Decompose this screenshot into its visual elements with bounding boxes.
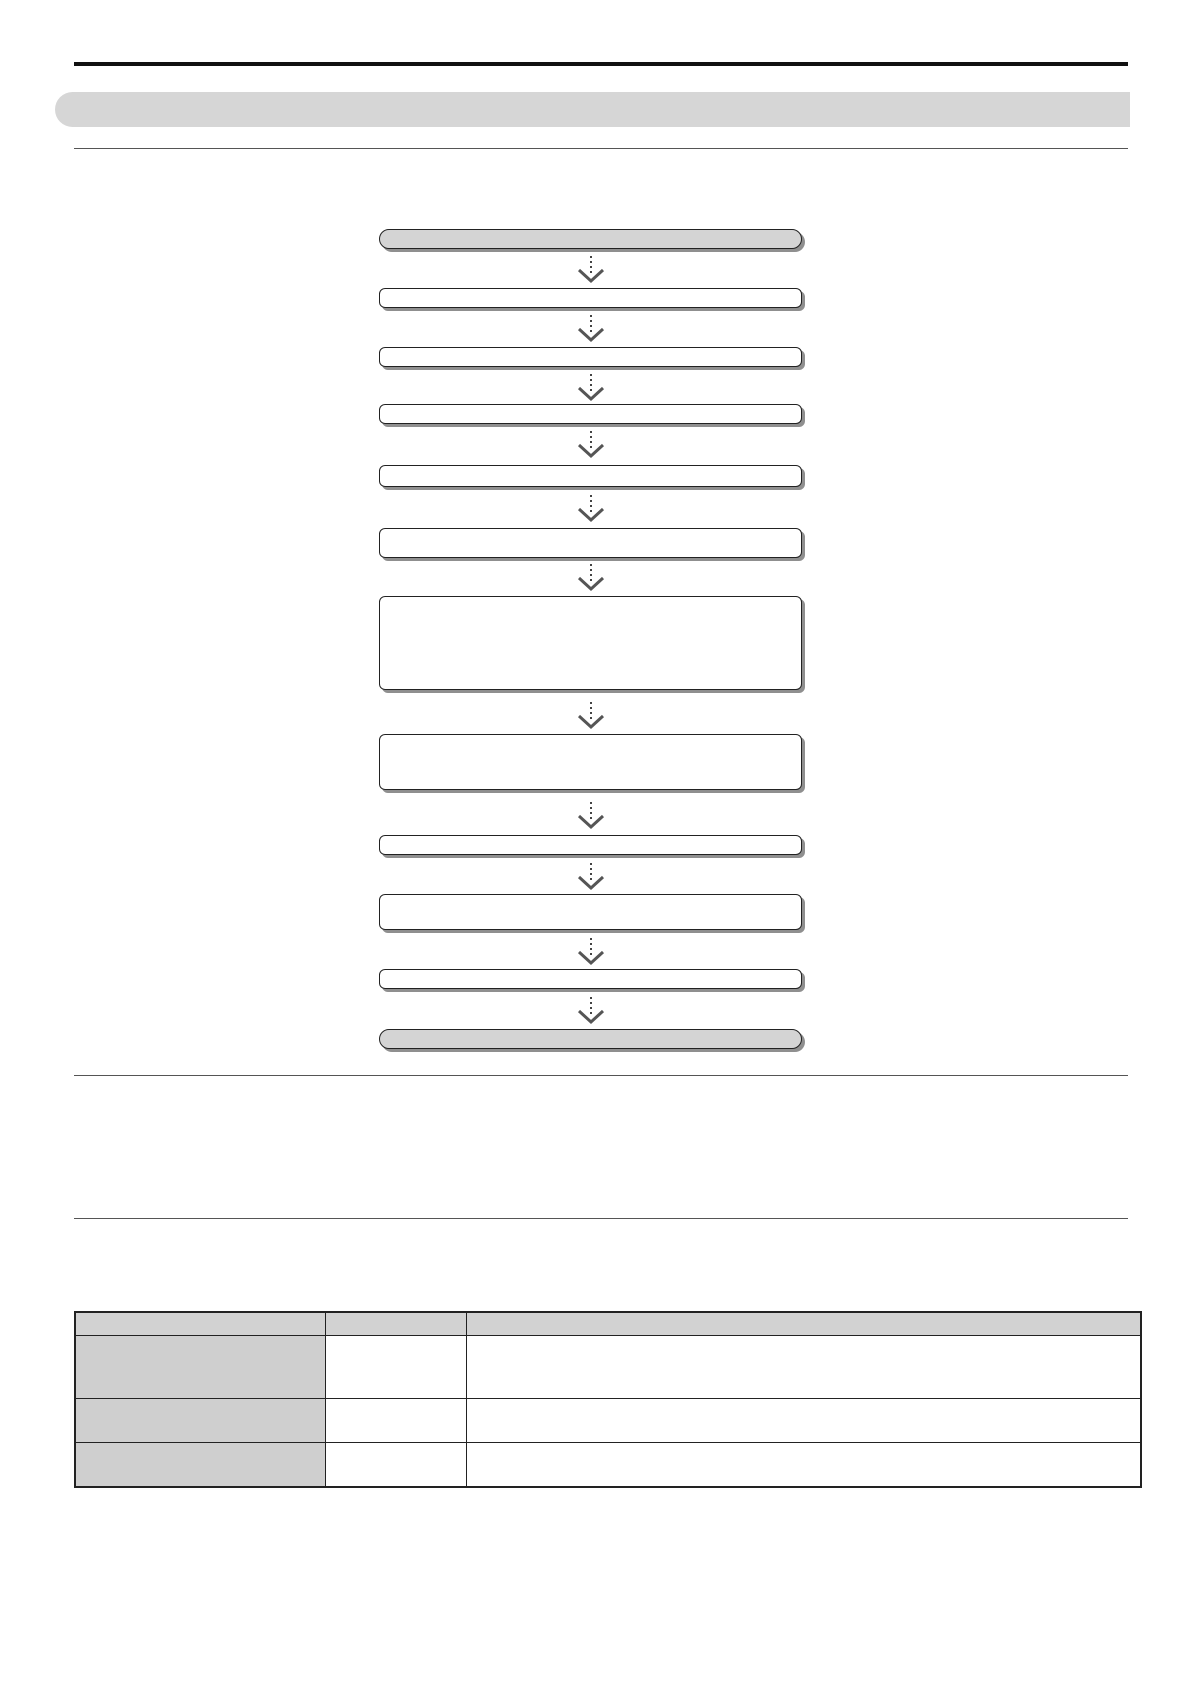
table-cell: [325, 1399, 466, 1443]
flow-arrow: [576, 429, 606, 459]
flow-arrow: [576, 700, 606, 730]
flow-step-box: [379, 465, 802, 487]
flow-arrow: [576, 800, 606, 830]
section-divider: [74, 1218, 1128, 1219]
section-divider: [74, 148, 1128, 149]
flow-start-box: [379, 229, 802, 249]
flow-step-box: [379, 347, 802, 367]
flow-step-box: [379, 596, 802, 690]
table-cell: [466, 1443, 1141, 1487]
flow-step-box: [379, 288, 802, 308]
info-table: [74, 1311, 1142, 1488]
flow-arrow: [576, 372, 606, 402]
table-cell: [325, 1443, 466, 1487]
flow-arrow: [576, 254, 606, 284]
table-header-cell: [75, 1312, 325, 1336]
flow-step-box: [379, 528, 802, 558]
table-cell: [75, 1443, 325, 1487]
table-header-cell: [325, 1312, 466, 1336]
flow-end-box: [379, 1029, 802, 1049]
flow-arrow: [576, 493, 606, 523]
flow-arrow: [576, 861, 606, 891]
table-row: [75, 1399, 1141, 1443]
flow-step-box: [379, 734, 802, 790]
flow-step-box: [379, 404, 802, 424]
table-cell: [325, 1336, 466, 1399]
table-header-cell: [466, 1312, 1141, 1336]
top-rule: [74, 62, 1128, 66]
flow-step-box: [379, 835, 802, 855]
flow-step-box: [379, 969, 802, 989]
table-cell: [466, 1336, 1141, 1399]
flow-arrow: [576, 313, 606, 343]
section-banner: [55, 92, 1130, 127]
table-cell: [466, 1399, 1141, 1443]
flow-step-box: [379, 894, 802, 930]
section-divider: [74, 1075, 1128, 1076]
table-cell: [75, 1399, 325, 1443]
table-header-row: [75, 1312, 1141, 1336]
table-row: [75, 1443, 1141, 1487]
flow-arrow: [576, 995, 606, 1025]
table-row: [75, 1336, 1141, 1399]
flow-arrow: [576, 936, 606, 966]
flow-arrow: [576, 562, 606, 592]
table-cell: [75, 1336, 325, 1399]
